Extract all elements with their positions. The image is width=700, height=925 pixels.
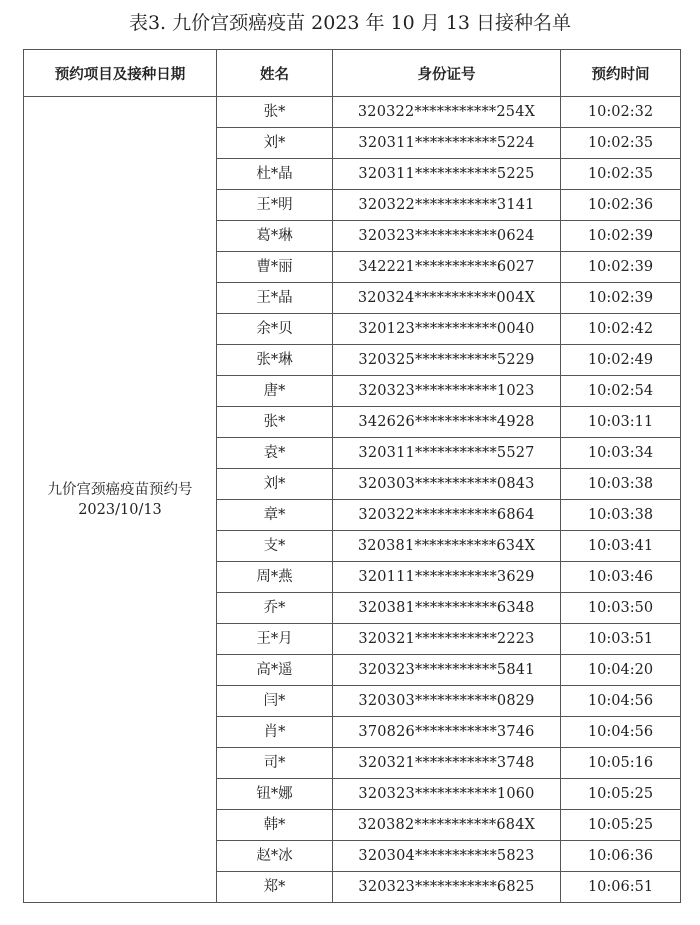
roster-body bbox=[24, 97, 681, 903]
name-cell: 杜*晶 bbox=[217, 159, 333, 190]
time-cell: 10:03:38 bbox=[561, 469, 681, 500]
project-date: 2023/10/13 bbox=[78, 501, 162, 518]
time-cell: 10:02:39 bbox=[561, 252, 681, 283]
time-cell: 10:02:36 bbox=[561, 190, 681, 221]
header-row bbox=[24, 50, 681, 97]
id-cell: 320382***********684X bbox=[333, 810, 561, 841]
name-cell: 张* bbox=[217, 97, 333, 128]
name-cell: 韩* bbox=[217, 810, 333, 841]
time-cell: 10:02:39 bbox=[561, 221, 681, 252]
id-cell: 320303***********0843 bbox=[333, 469, 561, 500]
id-cell: 320323***********1060 bbox=[333, 779, 561, 810]
id-cell: 320321***********3748 bbox=[333, 748, 561, 779]
time-cell: 10:03:46 bbox=[561, 562, 681, 593]
time-cell: 10:03:41 bbox=[561, 531, 681, 562]
time-cell: 10:02:42 bbox=[561, 314, 681, 345]
id-cell: 320311***********5225 bbox=[333, 159, 561, 190]
id-cell: 320324***********004X bbox=[333, 283, 561, 314]
id-cell: 320325***********5229 bbox=[333, 345, 561, 376]
time-cell: 10:02:32 bbox=[561, 97, 681, 128]
id-cell: 370826***********3746 bbox=[333, 717, 561, 748]
id-cell: 320321***********2223 bbox=[333, 624, 561, 655]
name-cell: 支* bbox=[217, 531, 333, 562]
id-cell: 320111***********3629 bbox=[333, 562, 561, 593]
name-cell: 高*遥 bbox=[217, 655, 333, 686]
name-cell: 张*琳 bbox=[217, 345, 333, 376]
time-cell: 10:04:20 bbox=[561, 655, 681, 686]
project-cell bbox=[24, 97, 217, 903]
time-cell: 10:04:56 bbox=[561, 717, 681, 748]
name-cell: 余*贝 bbox=[217, 314, 333, 345]
time-cell: 10:02:49 bbox=[561, 345, 681, 376]
name-cell: 刘* bbox=[217, 128, 333, 159]
time-cell: 10:03:11 bbox=[561, 407, 681, 438]
id-cell: 320323***********1023 bbox=[333, 376, 561, 407]
name-cell: 王*晶 bbox=[217, 283, 333, 314]
table-row bbox=[24, 97, 681, 128]
id-cell: 342221***********6027 bbox=[333, 252, 561, 283]
id-cell: 320381***********6348 bbox=[333, 593, 561, 624]
name-cell: 肖* bbox=[217, 717, 333, 748]
name-cell: 乔* bbox=[217, 593, 333, 624]
header-project: 预约项目及接种日期 bbox=[24, 50, 217, 97]
id-cell: 320322***********6864 bbox=[333, 500, 561, 531]
name-cell: 张* bbox=[217, 407, 333, 438]
time-cell: 10:02:54 bbox=[561, 376, 681, 407]
name-cell: 刘* bbox=[217, 469, 333, 500]
table-title: 表3. 九价宫颈癌疫苗 2023 年 10 月 13 日接种名单 bbox=[128, 12, 572, 34]
name-cell: 唐* bbox=[217, 376, 333, 407]
header-id: 身份证号 bbox=[333, 50, 561, 97]
time-cell: 10:06:36 bbox=[561, 841, 681, 872]
time-cell: 10:03:51 bbox=[561, 624, 681, 655]
time-cell: 10:05:16 bbox=[561, 748, 681, 779]
name-cell: 司* bbox=[217, 748, 333, 779]
time-cell: 10:02:35 bbox=[561, 128, 681, 159]
name-cell: 章* bbox=[217, 500, 333, 531]
id-cell: 320303***********0829 bbox=[333, 686, 561, 717]
id-cell: 320123***********0040 bbox=[333, 314, 561, 345]
name-cell: 郑* bbox=[217, 872, 333, 903]
name-cell: 闫* bbox=[217, 686, 333, 717]
name-cell: 周*燕 bbox=[217, 562, 333, 593]
time-cell: 10:02:39 bbox=[561, 283, 681, 314]
name-cell: 葛*琳 bbox=[217, 221, 333, 252]
id-cell: 320322***********254X bbox=[333, 97, 561, 128]
name-cell: 王*月 bbox=[217, 624, 333, 655]
project-name: 九价宫颈癌疫苗预约号 bbox=[47, 481, 193, 498]
time-cell: 10:06:51 bbox=[561, 872, 681, 903]
id-cell: 342626***********4928 bbox=[333, 407, 561, 438]
header-name: 姓名 bbox=[217, 50, 333, 97]
id-cell: 320323***********0624 bbox=[333, 221, 561, 252]
time-cell: 10:04:56 bbox=[561, 686, 681, 717]
time-cell: 10:03:50 bbox=[561, 593, 681, 624]
id-cell: 320311***********5527 bbox=[333, 438, 561, 469]
name-cell: 钮*娜 bbox=[217, 779, 333, 810]
name-cell: 王*明 bbox=[217, 190, 333, 221]
time-cell: 10:02:35 bbox=[561, 159, 681, 190]
id-cell: 320381***********634X bbox=[333, 531, 561, 562]
name-cell: 曹*丽 bbox=[217, 252, 333, 283]
id-cell: 320304***********5823 bbox=[333, 841, 561, 872]
name-cell: 袁* bbox=[217, 438, 333, 469]
id-cell: 320323***********6825 bbox=[333, 872, 561, 903]
id-cell: 320323***********5841 bbox=[333, 655, 561, 686]
time-cell: 10:03:38 bbox=[561, 500, 681, 531]
id-cell: 320322***********3141 bbox=[333, 190, 561, 221]
header-time: 预约时间 bbox=[561, 50, 681, 97]
id-cell: 320311***********5224 bbox=[333, 128, 561, 159]
vaccination-roster-table bbox=[23, 49, 681, 903]
name-cell: 赵*冰 bbox=[217, 841, 333, 872]
time-cell: 10:03:34 bbox=[561, 438, 681, 469]
time-cell: 10:05:25 bbox=[561, 810, 681, 841]
time-cell: 10:05:25 bbox=[561, 779, 681, 810]
